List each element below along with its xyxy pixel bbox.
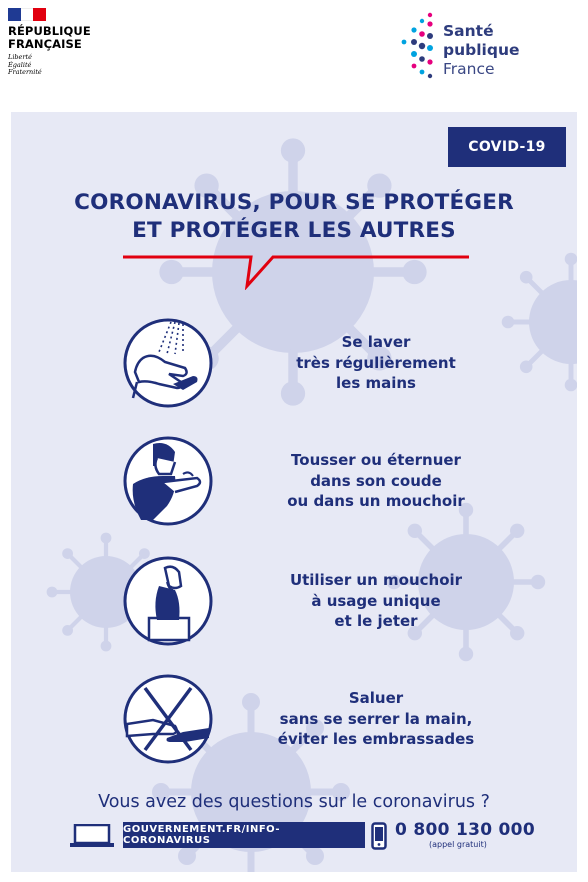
hand-washing-text: Se laver très régulièrement les mains (296, 333, 456, 393)
republique-francaise-logo (8, 8, 118, 77)
advice-item-cough (11, 436, 577, 526)
phone-note: (appel gratuit) (429, 840, 487, 849)
info-website-link[interactable]: GOUVERNEMENT.FR/INFO-CORONAVIRUS (123, 822, 365, 848)
sante-publique-france-logo (396, 12, 546, 92)
phone-icon (371, 822, 387, 850)
header (0, 0, 588, 112)
laptop-icon (69, 824, 115, 848)
tissue-icon (123, 556, 213, 646)
hand-washing-icon (123, 318, 213, 408)
questions-heading: Vous avez des questions sur le coronavirus ? (98, 792, 490, 812)
advice-item-tissue (11, 556, 577, 646)
spf-wordmark: Santé publique France (443, 22, 520, 78)
speech-bubble-underline-icon (121, 250, 471, 290)
contact-row (11, 822, 577, 852)
greeting-text: Saluer sans se serrer la main, éviter les embrassades (277, 689, 475, 749)
republic-name: RÉPUBLIQUE FRANÇAISE (8, 24, 91, 51)
cough-text: Tousser ou éternuer dans son coude ou dans un mouchoir (287, 451, 465, 511)
no-handshake-icon (123, 674, 213, 764)
tissue-text: Utiliser un mouchoir à usage unique et le jeter (289, 571, 463, 631)
advice-item-hand-washing (11, 318, 577, 408)
republic-motto: Liberté Égalité Fraternité (8, 53, 42, 76)
cough-elbow-icon (123, 436, 213, 526)
phone-number[interactable]: 0 800 130 000 (395, 820, 535, 840)
poster-title: CORONAVIRUS, POUR SE PROTÉGER ET PROTÉGER LES AUTRES (74, 190, 514, 243)
advice-item-greeting (11, 674, 577, 764)
spf-dots-icon (396, 12, 438, 84)
french-flag-icon (8, 8, 46, 21)
covid-badge: COVID-19 (448, 127, 566, 167)
main-panel (11, 112, 577, 872)
